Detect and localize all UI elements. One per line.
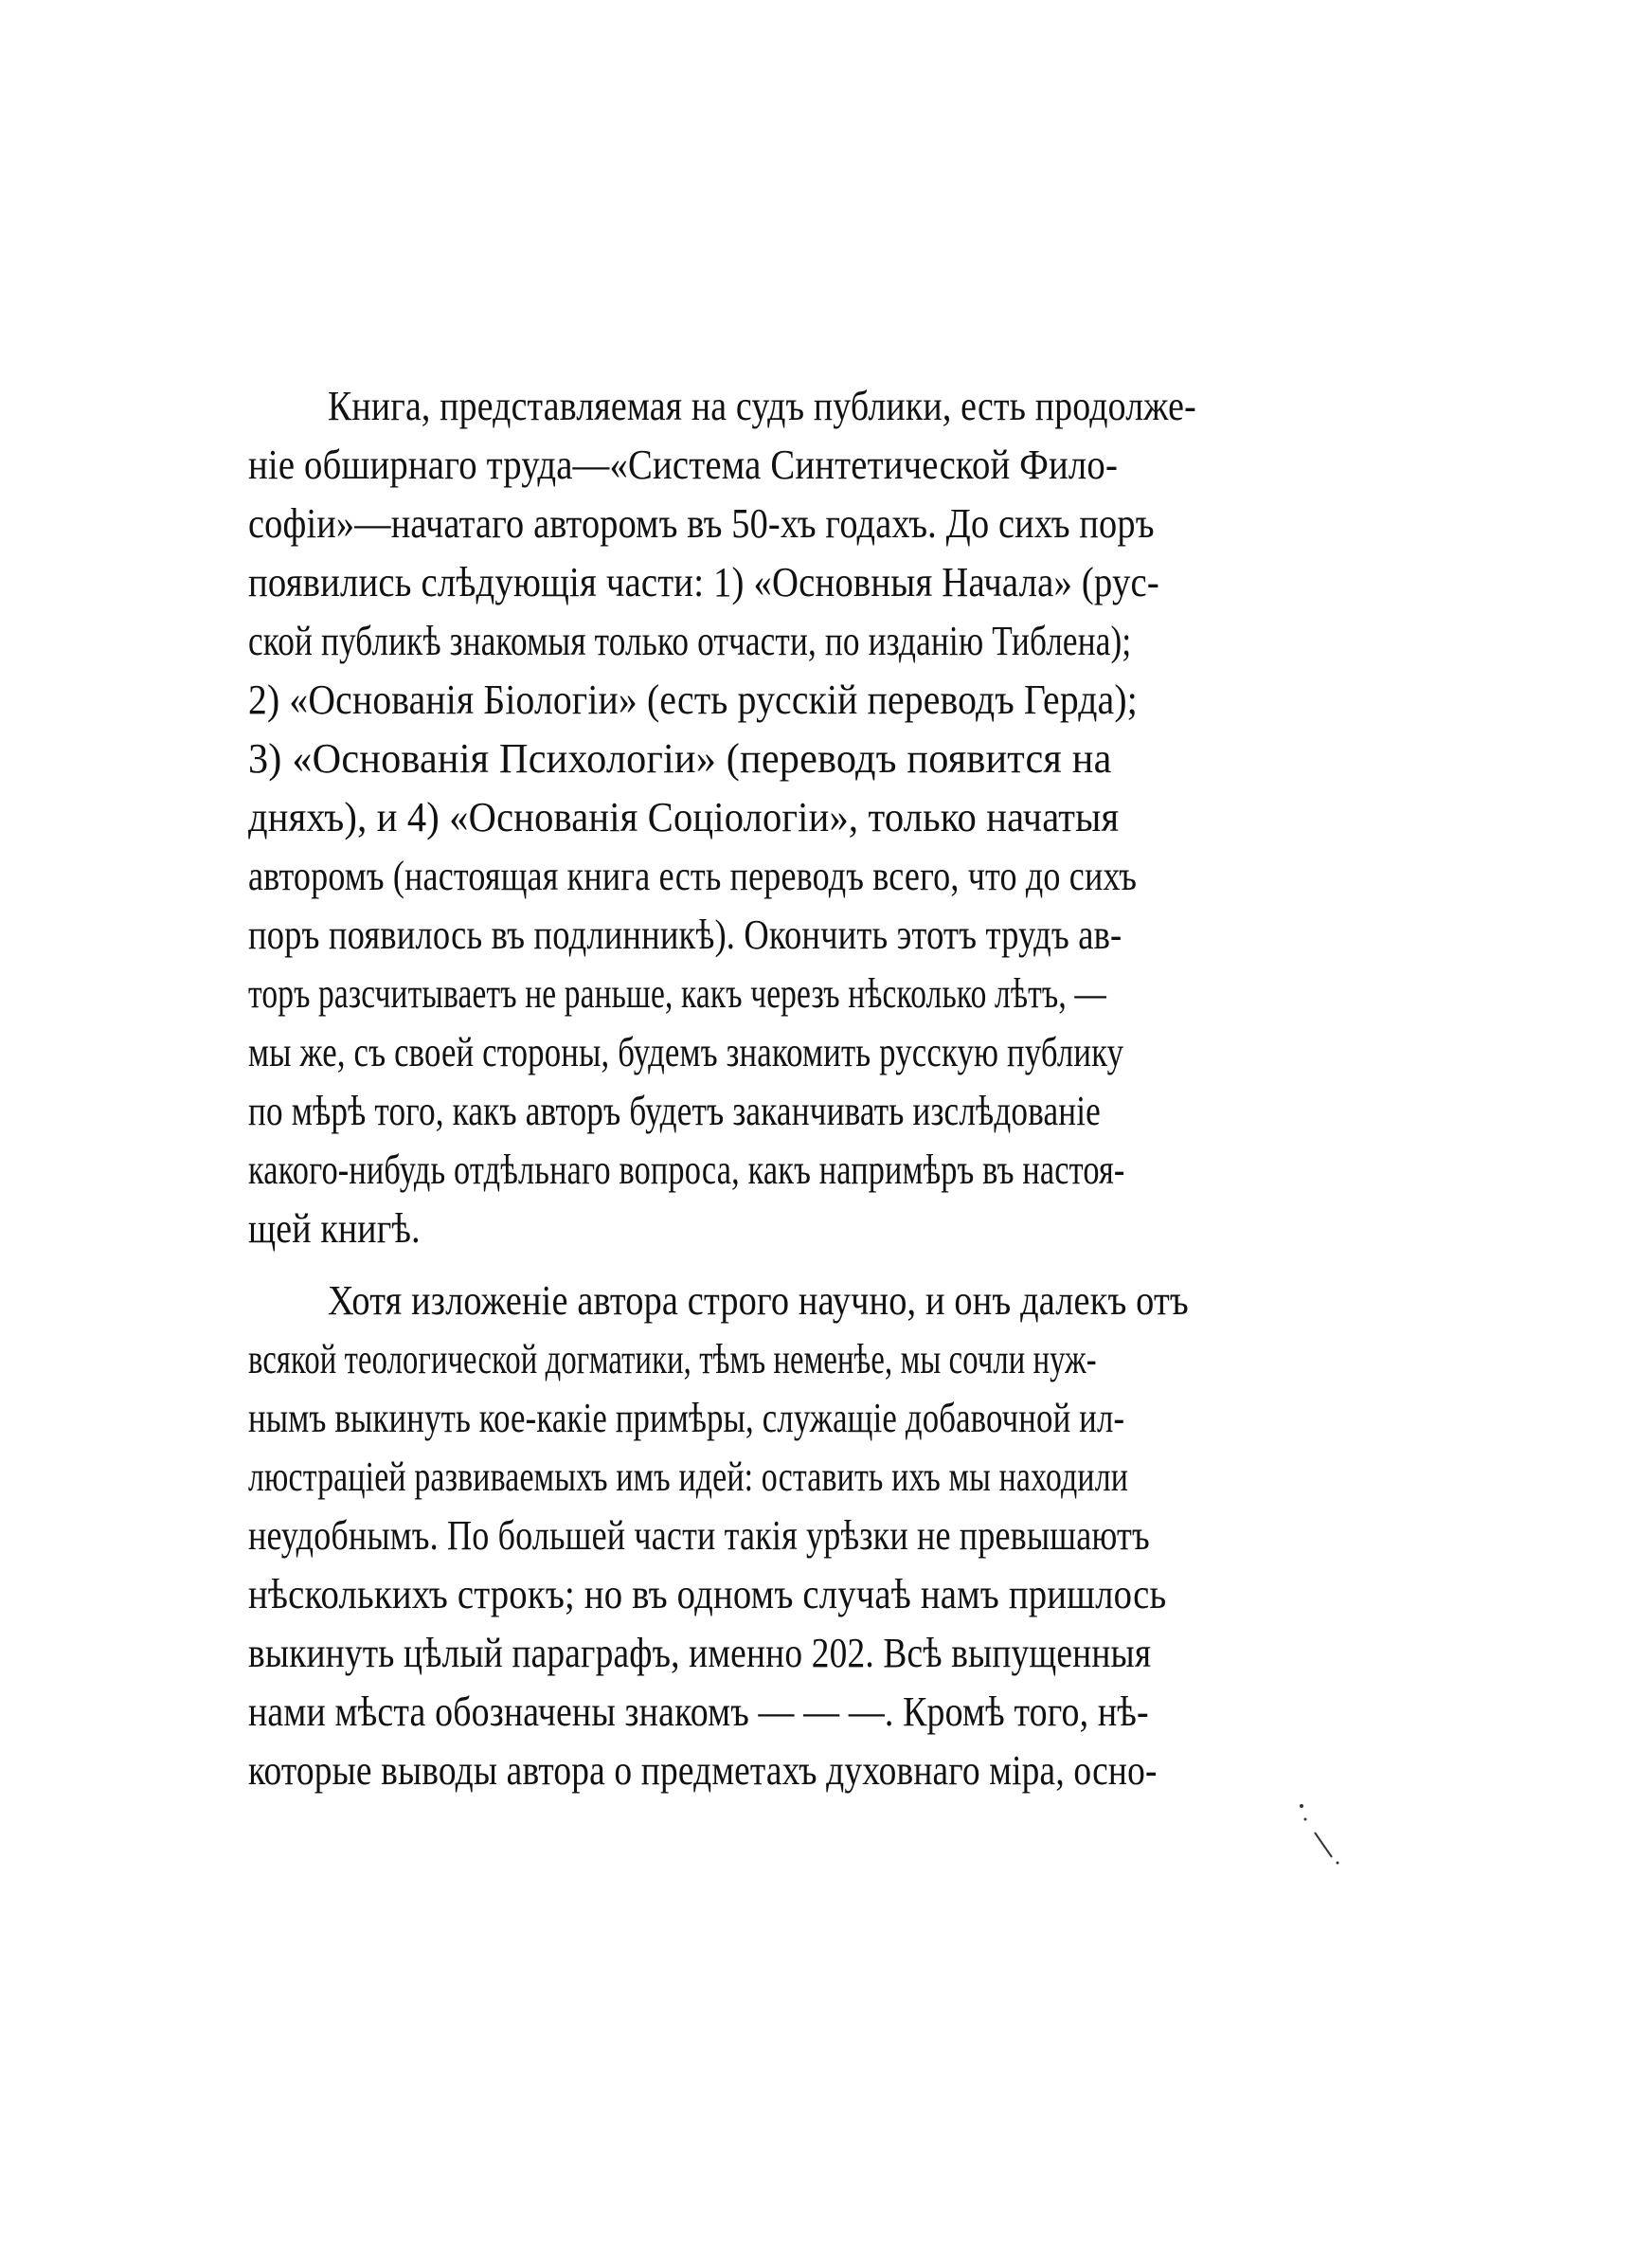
text-line: какого-нибудь отдѣльнаго вопроса, какъ напримѣръ въ настоя- [248, 1147, 1125, 1193]
text-line: люстраціей развиваемыхъ имъ идей: оставить ихъ мы находили [248, 1454, 1129, 1500]
text-line: появились слѣдующія части: 1) «Основныя Начала» (рус- [248, 559, 1159, 605]
text-line: которые выводы автора о предметахъ духовнаго міра, осно- [248, 1747, 1158, 1794]
text-line: софіи»—начатаго авторомъ въ 50-хъ годахъ. До сихъ поръ [248, 500, 1155, 547]
text-line: неудобнымъ. По большей части такія урѣзки не превышаютъ [248, 1512, 1150, 1559]
text-line: нами мѣста обозначены знакомъ — — —. Кромѣ того, нѣ- [248, 1688, 1149, 1735]
text-line: по мѣрѣ того, какъ авторъ будетъ заканчивать изслѣдованіе [248, 1088, 1101, 1134]
text-line: Книга, представляемая на судъ публики, есть продолже- [328, 383, 1196, 429]
text-line: щей книгѣ. [248, 1205, 421, 1252]
text-line: Хотя изложеніе автора строго научно, и онъ далекъ отъ [328, 1277, 1189, 1324]
text-line: поръ появилось въ подлинникѣ). Окончить этотъ трудъ ав- [248, 912, 1122, 958]
text-line: 2) «Основанія Біологіи» (есть русскій переводъ Герда); [248, 677, 1138, 723]
text-line: нымъ выкинуть кое-какіе примѣры, служащіе добавочной ил- [248, 1395, 1125, 1441]
text-line: ніе обширнаго труда—«Система Синтетической Фило- [248, 442, 1119, 488]
text-line: выкинуть цѣлый параграфъ, именно 202. Всѣ выпущенныя [248, 1630, 1152, 1676]
text-line: 3) «Основанія Психологіи» (переводъ появится на [248, 735, 1112, 782]
text-line: ской публикѣ знакомыя только отчасти, по изданію Тиблена); [248, 618, 1132, 664]
text-line: всякой теологической догматики, тѣмъ неменѣе, мы сочли нуж- [248, 1336, 1097, 1382]
text-line: авторомъ (настоящая книга есть переводъ всего, что до сихъ [248, 853, 1138, 899]
text-line: нѣсколькихъ строкъ; но въ одномъ случаѣ намъ пришлось [248, 1571, 1167, 1617]
text-line: дняхъ), и 4) «Основанія Соціологіи», только начатыя [248, 794, 1120, 840]
text-line: торъ разсчитываетъ не раньше, какъ черезъ нѣсколько лѣтъ, — [248, 970, 1106, 1017]
text-line: мы же, съ своей стороны, будемъ знакомить русскую публику [248, 1029, 1124, 1075]
ink-specks [1298, 1802, 1355, 1878]
